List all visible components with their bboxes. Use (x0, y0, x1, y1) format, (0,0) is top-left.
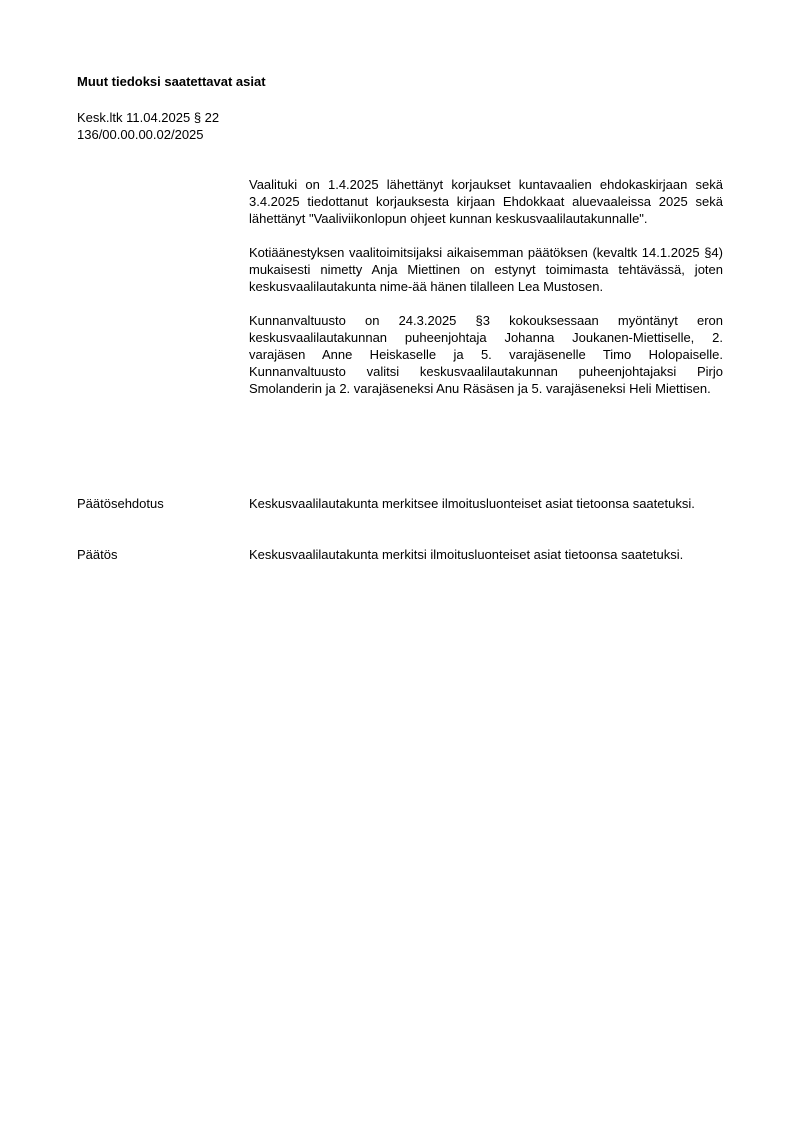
reference-block (77, 109, 219, 143)
paragraph-kunnanvaltuusto: Kunnanvaltuusto on 24.3.2025 §3 kokouksessaan myöntänyt eron keskusvaalilautakunnan puheenjohtaja Johanna Joukanen-Miettiselle, 2. varajäsen Anne Heiskaselle ja 5. varajäsenelle Timo Holopaiselle. Kunnanvaltuusto valitsi keskusvaalilautakunnan puheenjohtajaksi Pirjo Smolanderin ja 2. varajäseneksi Anu Räsäsen ja 5. varajäseneksi Heli Miettisen. (249, 313, 723, 396)
section-title: Muut tiedoksi saatettavat asiat (77, 74, 266, 89)
body-text (249, 176, 723, 414)
proposal-label: Päätösehdotus (77, 496, 164, 511)
paragraph-vaalituki: Vaalituki on 1.4.2025 lähettänyt korjaukset kuntavaalien ehdokaskirjaan sekä 3.4.2025 tiedottanut korjauksesta kirjaan Ehdokkaat aluevaaleissa 2025 sekä lähettänyt "Vaaliviikonlopun ohjeet kunnan keskusvaalilautakunnalle". (249, 177, 723, 226)
proposal-text: Keskusvaalilautakunta merkitsee ilmoitusluonteiset asiat tietoonsa saatetuksi. (249, 496, 695, 511)
decision-text: Keskusvaalilautakunta merkitsi ilmoitusluonteiset asiat tietoonsa saatetuksi. (249, 547, 684, 562)
diary-number: 136/00.00.00.02/2025 (77, 127, 204, 142)
paragraph-kotiaanestys: Kotiäänestyksen vaalitoimitsijaksi aikaisemman päätöksen (kevaltk 14.1.2025 §4) mukaisesti nimetty Anja Miettinen on estynyt toimimasta tehtävässä, joten keskusvaalilautakunta nime-ää hänen tilalleen Lea Mustosen. (249, 245, 723, 294)
decision-label: Päätös (77, 547, 118, 562)
meeting-reference: Kesk.ltk 11.04.2025 § 22 (77, 110, 220, 125)
